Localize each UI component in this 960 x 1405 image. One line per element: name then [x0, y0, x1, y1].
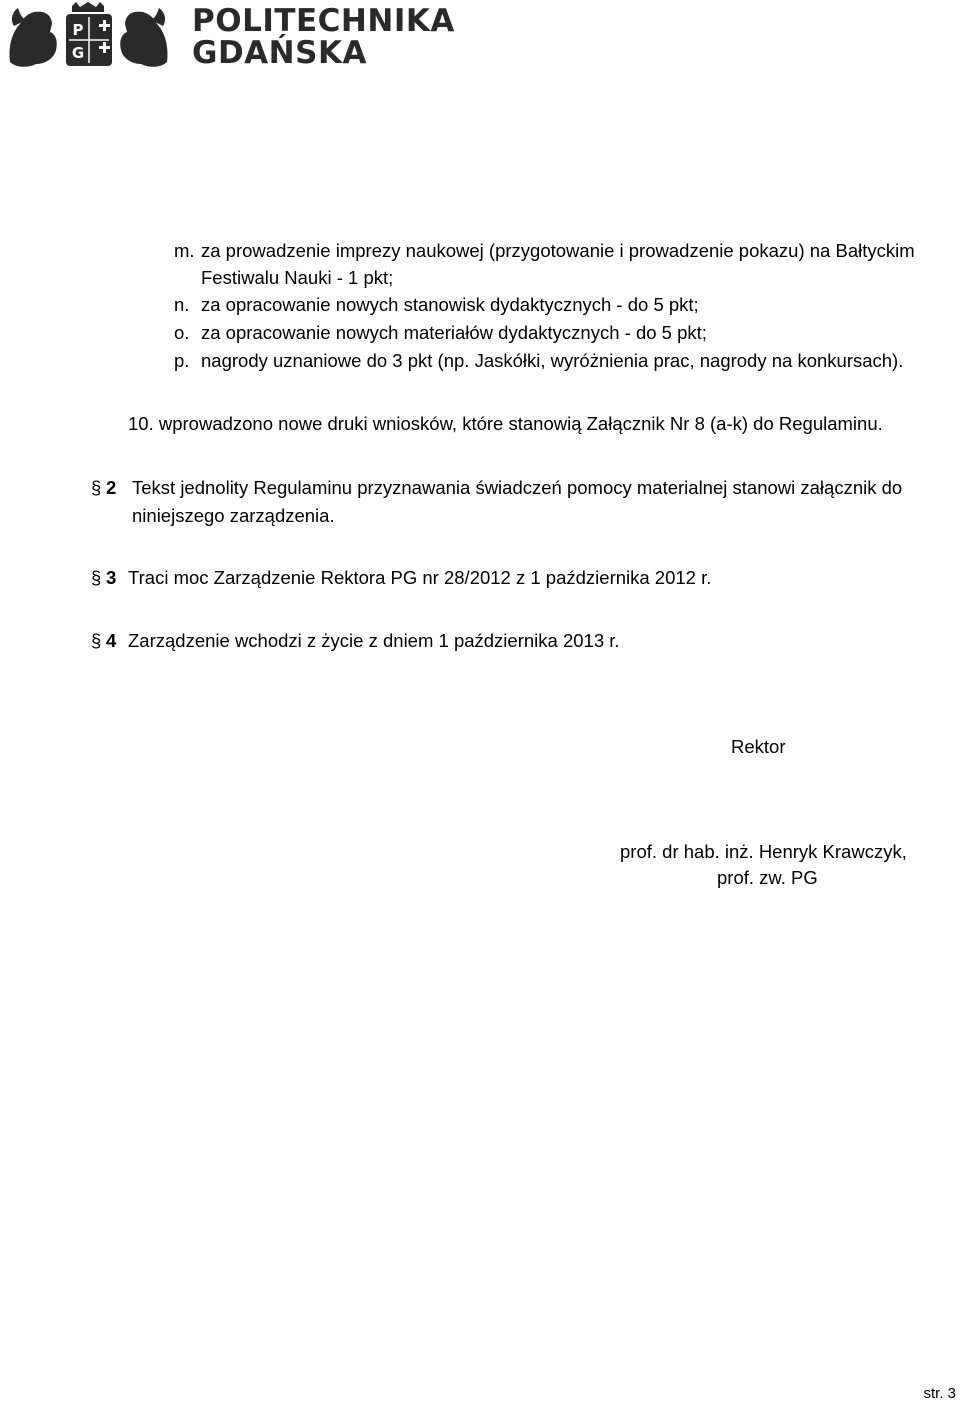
- list-item-text: Festiwalu Nauki - 1 pkt;: [201, 267, 394, 288]
- list-item-letter: n.: [174, 294, 190, 315]
- signature-name: prof. dr hab. inż. Henryk Krawczyk,: [620, 841, 907, 862]
- emblem-letter-g: G: [71, 44, 85, 62]
- list-item-text: za prowadzenie imprezy naukowej (przygotowanie i prowadzenie pokazu) na Bałtyckim: [201, 240, 915, 261]
- university-emblem-icon: [6, 2, 171, 70]
- list-item-text: za opracowanie nowych materiałów dydaktycznych - do 5 pkt;: [201, 322, 707, 343]
- section-text: niniejszego zarządzenia.: [132, 505, 335, 526]
- list-item-letter: o.: [174, 322, 190, 343]
- section-text: Traci moc Zarządzenie Rektora PG nr 28/2012 z 1 października 2012 r.: [128, 567, 712, 588]
- signature-position: prof. zw. PG: [717, 867, 818, 888]
- list-item-text: nagrody uznaniowe do 3 pkt (np. Jaskółki, wyróżnienia prac, nagrody na konkursach).: [201, 350, 904, 371]
- logo-text-line1: POLITECHNIKA: [192, 3, 455, 39]
- emblem-letter-p: P: [72, 21, 84, 39]
- logo-text-line2: GDAŃSKA: [192, 35, 367, 71]
- list-item-letter: p.: [174, 350, 190, 371]
- section-text: Tekst jednolity Regulaminu przyznawania świadczeń pomocy materialnej stanowi załącznik do: [132, 477, 903, 498]
- university-logo: [6, 2, 455, 71]
- section-text: Zarządzenie wchodzi z życie z dniem 1 października 2013 r.: [128, 630, 620, 651]
- page-number: str. 3: [923, 1385, 956, 1402]
- list-item-text: za opracowanie nowych stanowisk dydaktycznych - do 5 pkt;: [201, 294, 699, 315]
- section-mark: §: [91, 630, 102, 651]
- list-item-letter: m.: [174, 240, 195, 261]
- section-mark: §: [91, 477, 102, 498]
- section-number: 4: [106, 630, 117, 651]
- signature-title: Rektor: [731, 736, 786, 757]
- section-number: 3: [106, 567, 117, 588]
- point-10-text: 10. wprowadzono nowe druki wniosków, które stanowią Załącznik Nr 8 (a-k) do Regulaminu.: [128, 413, 883, 434]
- section-mark: §: [91, 567, 102, 588]
- section-number: 2: [106, 477, 117, 498]
